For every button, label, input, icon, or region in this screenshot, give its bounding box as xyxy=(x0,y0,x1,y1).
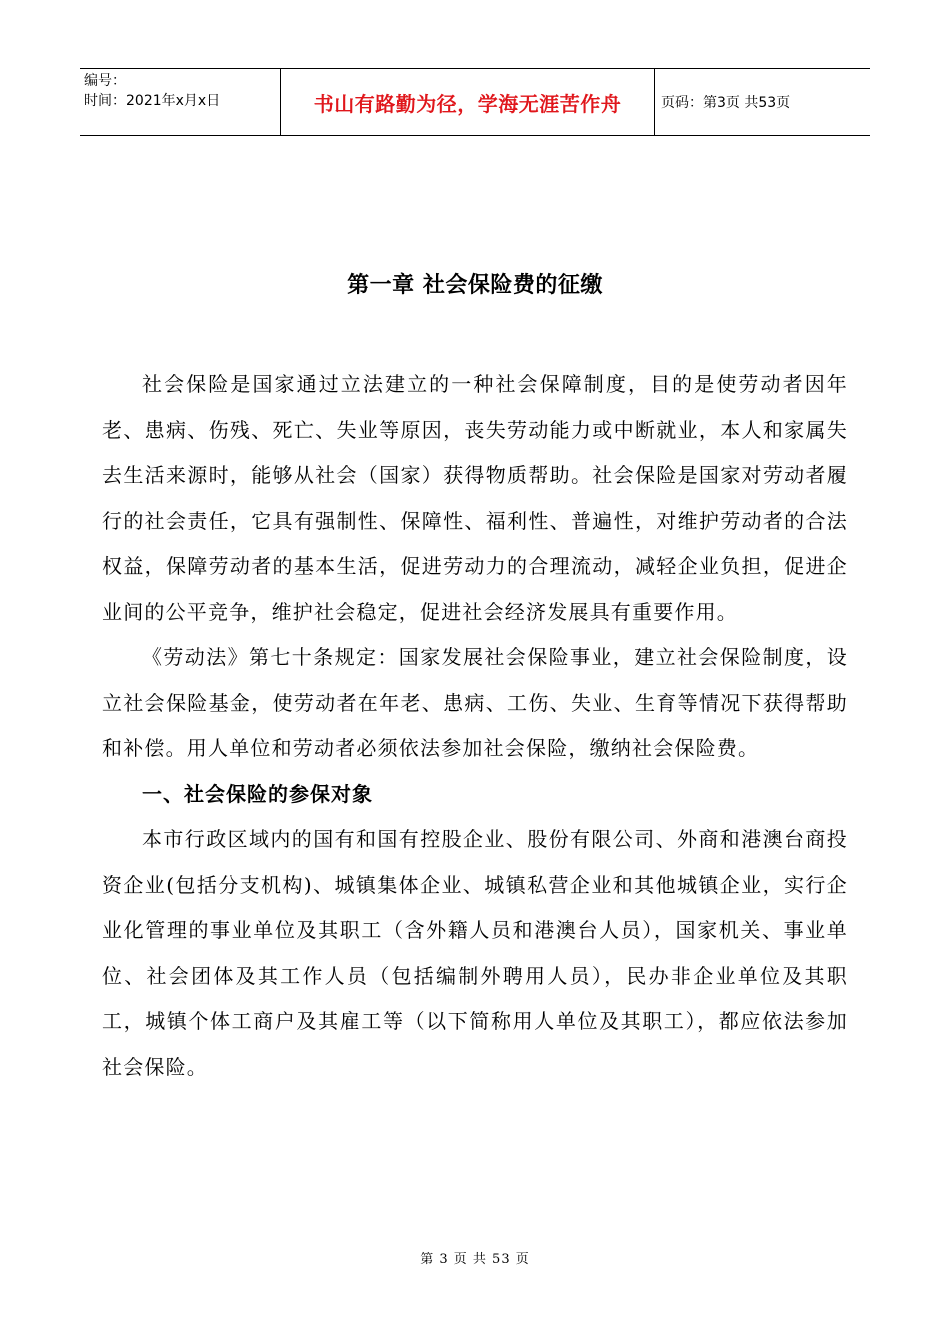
document-body xyxy=(102,362,848,1090)
page-header xyxy=(80,68,870,136)
serial-number-label: 编号： xyxy=(84,73,126,89)
section-heading: 一、社会保险的参保对象 xyxy=(142,781,373,806)
chapter-title: 第一章 社会保险费的征缴 xyxy=(347,273,603,298)
date-line: 时间：2021年x月x日 xyxy=(84,93,221,109)
paragraph: 《劳动法》第七十条规定：国家发展社会保险事业，建立社会保险制度，设立社会保险基金，使劳动者在年老、患病、工伤、失业、生育等情况下获得帮助和补偿。用人单位和劳动者必须依法参加社会保险，缴纳社会保险费。 xyxy=(102,645,848,760)
header-motto: 书山有路勤为径，学海无涯苦作舟 xyxy=(280,69,655,135)
paragraph: 本市行政区域内的国有和国有控股企业、股份有限公司、外商和港澳台商投资企业(包括分支机构)、城镇集体企业、城镇私营企业和其他城镇企业，实行企业化管理的事业单位及其职工（含外籍人员和港澳台人员），国家机关、事业单位、社会团体及其工作人员（包括编制外聘用人员），民办非企业单位及其职工，城镇个体工商户及其雇工等（以下简称用人单位及其职工），都应依法参加社会保险。 xyxy=(102,827,848,1079)
paragraph: 社会保险是国家通过立法建立的一种社会保障制度，目的是使劳动者因年老、患病、伤残、死亡、失业等原因，丧失劳动能力或中断就业，本人和家属失去生活来源时，能够从社会（国家）获得物质帮助。社会保险是国家对劳动者履行的社会责任，它具有强制性、保障性、福利性、普遍性，对维护劳动者的合法权益，保障劳动者的基本生活，促进劳动力的合理流动，减轻企业负担，促进企业间的公平竞争，维护社会稳定，促进社会经济发展具有重要作用。 xyxy=(102,372,848,624)
header-page-info: 页码：第3页 共53页 xyxy=(661,95,791,111)
page-footer: 第 3 页 共 53 页 xyxy=(420,1252,530,1267)
header-meta xyxy=(80,69,280,135)
